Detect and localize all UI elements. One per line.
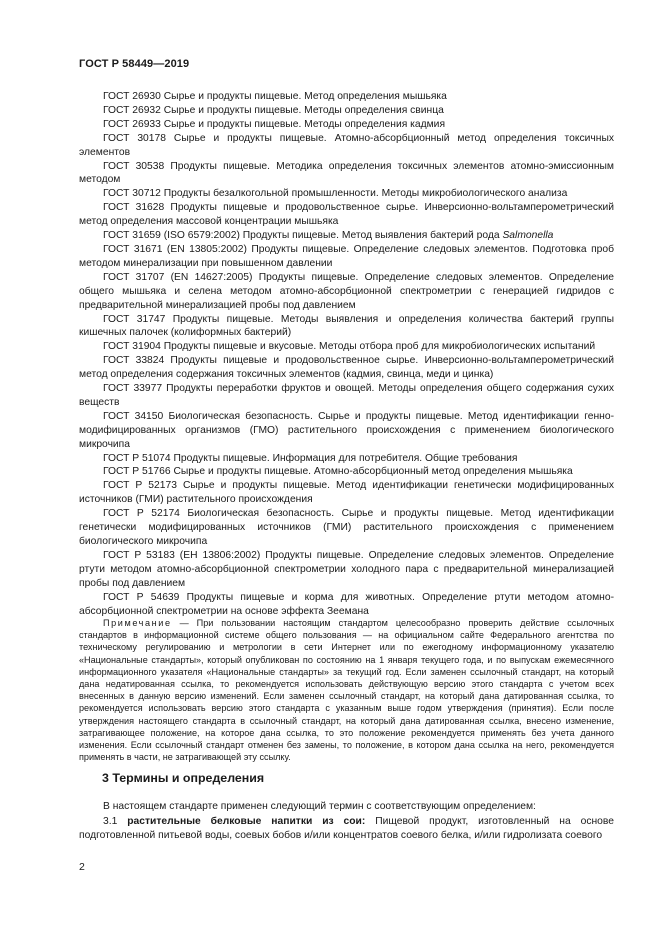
- reference-item: ГОСТ 33824 Продукты пищевые и продовольственное сырье. Инверсионно-вольтамперометрический метод определения содержания токсичных элементов (кадмия, свинца, меди и цинка): [79, 355, 614, 381]
- term-definition-paragraph: [79, 815, 614, 843]
- reference-item: ГОСТ 31659 (ISO 6579:2002) Продукты пищевые. Метод выявления бактерий рода Salmonella: [103, 230, 554, 242]
- reference-item: ГОСТ Р 54639 Продукты пищевые и корма для животных. Определение ртути методом атомно-абсорбционной спектрометрии на основе эффекта Зеемана: [79, 591, 614, 617]
- reference-item: ГОСТ 31628 Продукты пищевые и продовольственное сырье. Инверсионно-вольтамперометрический метод определения массовой концентрации мышьяка: [79, 202, 614, 228]
- reference-item: ГОСТ 26930 Сырье и продукты пищевые. Метод определения мышьяка: [103, 91, 447, 102]
- reference-item: ГОСТ 33977 Продукты переработки фруктов и овощей. Методы определения общего содержания сухих веществ: [79, 383, 614, 408]
- section-intro: В настоящем стандарте применен следующий термин с соответствующим определением:: [103, 801, 536, 812]
- note-label: Примечание: [103, 618, 172, 628]
- term-number: 3.1: [103, 816, 128, 827]
- reference-item: ГОСТ Р 52174 Биологическая безопасность. Сырье и продукты пищевые. Метод идентификации генетически модифицированных источников (ГМИ) растительного происхождения с применением биологического микрочипа: [79, 508, 614, 547]
- reference-item: ГОСТ 31671 (EN 13805:2002) Продукты пищевые. Определение следовых элементов. Подготовка проб методом минерализации при повышенном давлении: [79, 243, 614, 269]
- note-text: — При пользовании настоящим стандартом целесообразно проверить действие ссылочных стандартов в информационной системе общего пользования — на официальном сайте Федерального агентства по техническому регулированию и метрологии в сети Интернет или по ежегодному информационному указателю «Национальные стандарты», который опубликован по состоянию на 1 января текущего года, и по выпускам ежемесячного информационного указателя «Национальные стандарты» за текущий год. Если заменен ссылочный стандарт, на который дана недатированная ссылка, то рекомендуется использовать действующую версию этого стандарта с учетом всех внесенных в данную версию изменений. Если заменен ссылочный стандарт, на который дана датированная ссылка, то рекомендуется использовать версию этого стандарта с указанным выше годом утверждения (принятия). Если после утверждения настоящего стандарта в ссылочный стандарт, на который дана датированная ссылка, внесено изменение, затрагивающее положение, на которое дана ссылка, то это положение рекомендуется применять без учета данного изменения. Если ссылочный стандарт отменен без замены, то положение, в котором дана ссылка на него, рекомендуется применять в части, не затрагивающей эту ссылку.: [79, 618, 614, 763]
- note-paragraph: [79, 617, 614, 763]
- reference-item: ГОСТ 30712 Продукты безалкогольной промышленности. Методы микробиологического анализа: [103, 188, 568, 200]
- reference-item: ГОСТ 26932 Сырье и продукты пищевые. Методы определения свинца: [103, 104, 444, 116]
- reference-item: ГОСТ 30178 Сырье и продукты пищевые. Атомно-абсорбционный метод определения токсичных элементов: [79, 132, 614, 158]
- reference-item: ГОСТ 31707 (EN 14627:2005) Продукты пищевые. Определение следовых элементов. Определение общего мышьяка и селена методом атомно-абсорбционной спектрометрии с генерацией гидридов с предварительной минерализацией пробы под давлением: [79, 271, 614, 311]
- reference-item: ГОСТ 31747 Продукты пищевые. Методы выявления и определения количества бактерий группы кишечных палочек (колиформных бактерий): [79, 313, 614, 339]
- reference-item: ГОСТ 26933 Сырье и продукты пищевые. Методы определения кадмия: [103, 118, 446, 130]
- term-definition: Пищевой продукт, изготовленный на основе подготовленной питьевой воды, соевых бобов и/или концентратов соевого белка, и/или гидролизата соевого: [79, 816, 614, 841]
- reference-item: ГОСТ Р 51766 Сырье и продукты пищевые. Атомно-абсорбционный метод определения мышьяка: [103, 466, 573, 478]
- term-name: растительные белковые напитки из сои:: [127, 816, 366, 827]
- document-header: ГОСТ Р 58449—2019: [79, 58, 190, 70]
- reference-item: ГОСТ 30538 Продукты пищевые. Методика определения токсичных элементов атомно-эмиссионным методом: [79, 160, 614, 186]
- reference-item: ГОСТ 31904 Продукты пищевые и вкусовые. Методы отбора проб для микробиологических испытаний: [103, 341, 596, 353]
- reference-italic-term: Salmonella: [502, 230, 554, 242]
- reference-item: ГОСТ Р 51074 Продукты пищевые. Информация для потребителя. Общие требования: [103, 452, 518, 464]
- reference-item: ГОСТ 34150 Биологическая безопасность. Сырье и продукты пищевые. Метод идентификации генно-модифицированных организмов (ГМО) растительного происхождения с применением биологического микрочипа: [79, 410, 614, 450]
- section-title: 3 Термины и определения: [102, 771, 265, 785]
- reference-item: ГОСТ Р 53183 (ЕН 13806:2002) Продукты пищевые. Определение следовых элементов. Определение ртути методом атомно-абсорбционной спектрометрии холодного пара с предварительной минерализацией пробы под давлением: [79, 549, 614, 589]
- normative-references-list: [79, 90, 614, 618]
- reference-item: ГОСТ Р 52173 Сырье и продукты пищевые. Метод идентификации генетически модифицированных источников (ГМИ) растительного происхождения: [79, 480, 614, 506]
- page-number: 2: [79, 861, 85, 873]
